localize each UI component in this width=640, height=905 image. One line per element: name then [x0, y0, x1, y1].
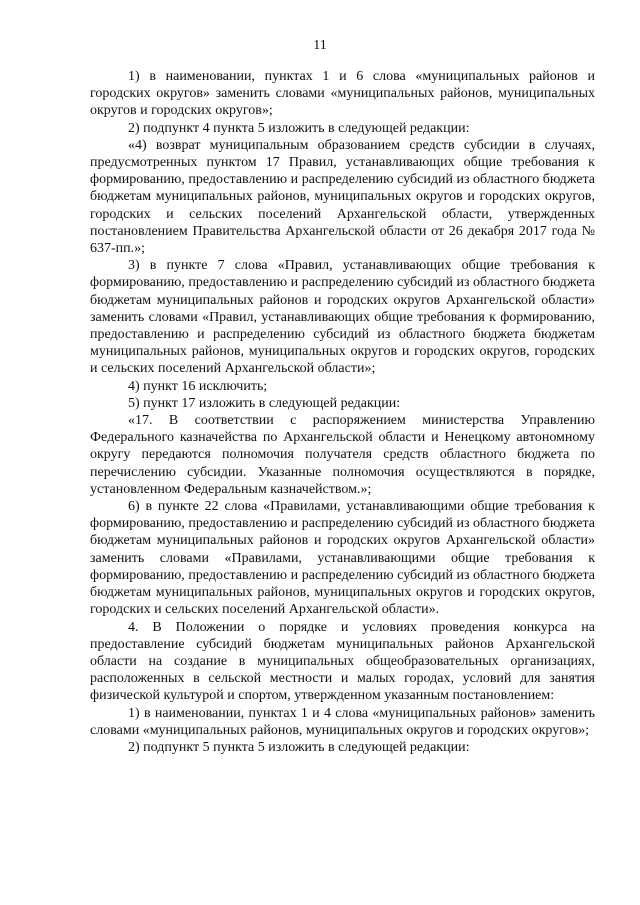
paragraph-3: «4) возврат муниципальным образованием средств субсидии в случаях, предусмотренных пунктом 17 Правил, устанавливающих общие требования к формированию, предоставлению и распределению субсидий из областного бюджета бюджетам муниципальных районов, муниципальных округов и городских округов, городских и сельских поселений Архангельской области, утвержденных постановлением Правительства Архангельской области от 26 декабря 2017 года № 637-пп.»;	[90, 137, 595, 257]
paragraph-2: 2) подпункт 4 пункта 5 изложить в следующей редакции:	[128, 120, 470, 136]
paragraph-6: 5) пункт 17 изложить в следующей редакции:	[128, 395, 401, 411]
paragraph-11: 2) подпункт 5 пункта 5 изложить в следующей редакции:	[128, 739, 470, 755]
paragraph-10: 1) в наименовании, пунктах 1 и 4 слова «муниципальных районов» заменить словами «муниципальных районов, муниципальных округов и городских округов»;	[90, 705, 595, 738]
paragraph-5: 4) пункт 16 исключить;	[128, 378, 268, 394]
paragraph-1: 1) в наименовании, пунктах 1 и 6 слова «муниципальных районов и городских округов» заменить словами «муниципальных районов, муниципальных округов и городских округов»;	[90, 69, 595, 119]
paragraph-9: 4. В Положении о порядке и условиях проведения конкурса на предоставление субсидий бюджетам муниципальных районов Архангельской области на создание в муниципальных общеобразовательных организациях, расположенных в сельской местности и малых городах, условий для занятия физической культурой и спортом, утвержденном указанным постановлением:	[90, 619, 595, 704]
paragraph-8: 6) в пункте 22 слова «Правилами, устанавливающими общие требования к формированию, предоставлению и распределению субсидий из областного бюджета бюджетам муниципальных районов и городских округов Архангельской области» заменить словами «Правилами, устанавливающими общие требования к формированию, предоставлению и распределению субсидий из областного бюджета бюджетам муниципальных районов, муниципальных округов и городских округов, городских и сельских поселений Архангельской области».	[90, 499, 595, 618]
page-number: 11	[313, 38, 327, 53]
paragraph-4: 3) в пункте 7 слова «Правил, устанавливающих общие требования к формированию, предоставлению и распределению субсидий из областного бюджета бюджетам муниципальных районов и городских округов Архангельской области» заменить словами «Правил, устанавливающих общие требования к формированию, предоставлению и распределению субсидий из областного бюджета бюджетам муниципальных районов, муниципальных округов и городских округов, городских и сельских поселений Архангельской области»;	[90, 258, 595, 377]
paragraph-7: «17. В соответствии с распоряжением министерства Управлению Федерального казначейства по Архангельской области и Ненецкому автономному округу передаются полномочия получателя средств областного бюджета по перечислению субсидии. Указанные полномочия осуществляются в порядке, установленном Федеральным казначейством.»;	[90, 413, 595, 497]
document-body	[90, 68, 595, 756]
